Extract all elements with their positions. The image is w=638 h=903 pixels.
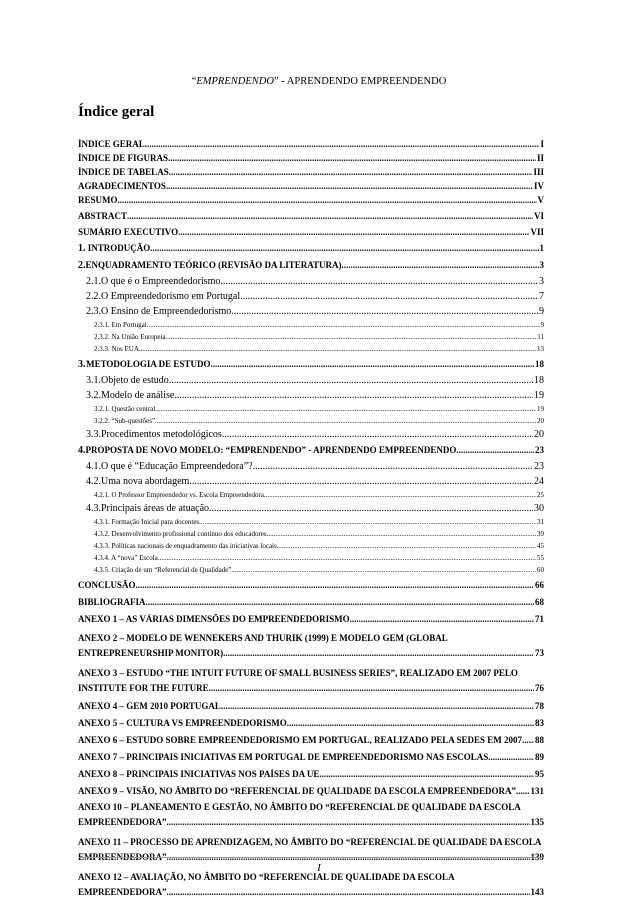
toc-entry[interactable]: ANEXO 6 – ESTUDO SOBRE EMPREENDEDORISMO EM PORTUGAL, REALIZADO PELA SEDES EM 2007 ..... 88 <box>78 735 544 745</box>
toc-entry[interactable]: CONCLUSÃO ..... 66 <box>78 580 544 590</box>
toc-subsection[interactable]: 4.3.2. Desenvolvimento profissional contínuo dos educadores ..... 39 <box>78 530 544 538</box>
toc-entry-multiline[interactable]: ANEXO 3 – ESTUDO “THE INTUIT FUTURE OF SMALL BUSINESS SERIES”, REALIZADO EM 2007 PELO INSTITUTE FOR THE FUTURE ..... 76 <box>78 666 544 696</box>
toc-section[interactable]: 3.3. Procedimentos metodológicos ..... 20 <box>78 429 544 440</box>
toc-entry[interactable]: ANEXO 4 – GEM 2010 PORTUGAL ..... 78 <box>78 701 544 711</box>
toc-entry[interactable]: ÍNDICE GERAL ..... I <box>78 139 544 149</box>
toc-section[interactable]: 4.3. Principais áreas de atuação ..... 30 <box>78 503 544 514</box>
toc-entry[interactable]: ANEXO 5 – CULTURA VS EMPREENDEDORISMO ..... 83 <box>78 718 544 728</box>
toc-entry[interactable]: ANEXO 9 – VISÃO, NO ÂMBITO DO “REFERENCIAL DE QUALIDADE DA ESCOLA EMPREENDEDORA” ..... 131 <box>78 786 544 796</box>
toc-section[interactable]: 2.1. O que é o Empreendedorismo ..... 3 <box>78 276 544 287</box>
toc-section[interactable]: 3.1. Objeto de estudo ..... 18 <box>78 375 544 386</box>
footer-divider <box>78 857 544 858</box>
toc-chapter[interactable]: 3. METODOLOGIA DE ESTUDO ..... 18 <box>78 359 544 370</box>
toc-entry-multiline[interactable]: ANEXO 12 – AVALIAÇÃO, NO ÂMBITO DO “REFERENCIAL DE QUALIDADE DA ESCOLA EMPREENDEDORA” ..... 143 <box>78 870 544 900</box>
page-title: Índice geral <box>78 104 155 120</box>
toc-section[interactable]: 2.2. O Empreendedorismo em Portugal ..... 7 <box>78 291 544 302</box>
toc-chapter[interactable]: 4. PROPOSTA DE NOVO MODELO: “EMPRENDENDO” - APRENDENDO EMPREENDENDO ..... 23 <box>78 445 544 456</box>
toc-section[interactable]: 2.3. O Ensino de Empreendedorismo ..... 9 <box>78 306 544 317</box>
page-number: I <box>317 862 321 874</box>
toc-subsection[interactable]: 2.3.2. Na União Europeia ..... 11 <box>78 333 544 341</box>
toc-entry[interactable]: ÍNDICE DE TABELAS ..... III <box>78 167 544 177</box>
toc-subsection[interactable]: 2.3.1. Em Portugal ..... 9 <box>78 321 544 329</box>
toc-entry-multiline[interactable]: ANEXO 11 – PROCESSO DE APRENDIZAGEM, NO ÂMBITO DO “REFERENCIAL DE QUALIDADE DA ESCOLA EMPREENDEDORA” ..... 139 <box>78 835 544 865</box>
toc-section[interactable]: 4.2. Uma nova abordagem ..... 24 <box>78 476 544 487</box>
toc-entry[interactable]: ANEXO 8 – PRINCIPAIS INICIATIVAS NOS PAÍSES DA UE ..... 95 <box>78 769 544 779</box>
toc-subsection[interactable]: 4.3.1. Formação Inicial para docentes ..... 31 <box>78 518 544 526</box>
toc-subsection[interactable]: 3.2.1. Questão central ..... 19 <box>78 405 544 413</box>
toc-subsection[interactable]: 4.3.3. Políticas nacionais de enquadramento das iniciativas locais ..... 45 <box>78 542 544 550</box>
toc-subsection[interactable]: 4.2.1. O Professor Empreendedor vs. Escola Empreendedora ..... 25 <box>78 491 544 499</box>
toc-entry-multiline[interactable]: ANEXO 10 – PLANEAMENTO E GESTÃO, NO ÂMBITO DO “REFERENCIAL DE QUALIDADE DA ESCOLA EMPREENDEDORA” ..... 135 <box>78 800 544 830</box>
toc-entry[interactable]: SUMÁRIO EXECUTIVO ..... VII <box>78 227 544 237</box>
toc-entry-multiline[interactable]: ANEXO 2 – MODELO DE WENNEKERS AND THURIK (1999) E MODELO GEM (GLOBAL ENTREPRENEURSHIP MONITOR) ..... 73 <box>78 631 544 661</box>
toc-subsection[interactable]: 2.3.3. Nos EUA ..... 13 <box>78 345 544 353</box>
running-header: “EMPRENDENDO” - APRENDENDO EMPREENDENDO <box>191 76 447 87</box>
toc-section[interactable]: 3.2. Modelo de análise ..... 19 <box>78 390 544 401</box>
toc-chapter[interactable]: 2. ENQUADRAMENTO TEÓRICO (REVISÃO DA LITERATURA) ..... 3 <box>78 260 544 271</box>
toc-entry[interactable]: ANEXO 7 – PRINCIPAIS INICIATIVAS EM PORTUGAL DE EMPREENDEDORISMO NAS ESCOLAS ..... 89 <box>78 752 544 762</box>
toc-entry[interactable]: RESUMO ..... V <box>78 195 544 205</box>
toc-entry[interactable]: ANEXO 1 – AS VÁRIAS DIMENSÕES DO EMPREENDEDORISMO ..... 71 <box>78 614 544 624</box>
toc-subsection[interactable]: 4.3.4. A “nova” Escola ..... 55 <box>78 554 544 562</box>
toc-entry[interactable]: AGRADECIMENTOS ..... IV <box>78 181 544 191</box>
toc-chapter[interactable]: 1. INTRODUÇÃO ..... 1 <box>78 243 544 254</box>
toc-subsection[interactable]: 4.3.5. Criação de um “Referencial de Qualidade” ..... 60 <box>78 566 544 574</box>
toc-section[interactable]: 4.1. O que é “Educação Empreendedora”? ..... 23 <box>78 461 544 472</box>
toc-entry[interactable]: ABSTRACT ..... VI <box>78 211 544 221</box>
toc-entry[interactable]: BIBLIOGRAFIA ..... 68 <box>78 597 544 607</box>
toc-subsection[interactable]: 3.2.2. “Sub-questões” ..... 20 <box>78 417 544 425</box>
toc-entry[interactable]: ÍNDICE DE FIGURAS ..... II <box>78 153 544 163</box>
